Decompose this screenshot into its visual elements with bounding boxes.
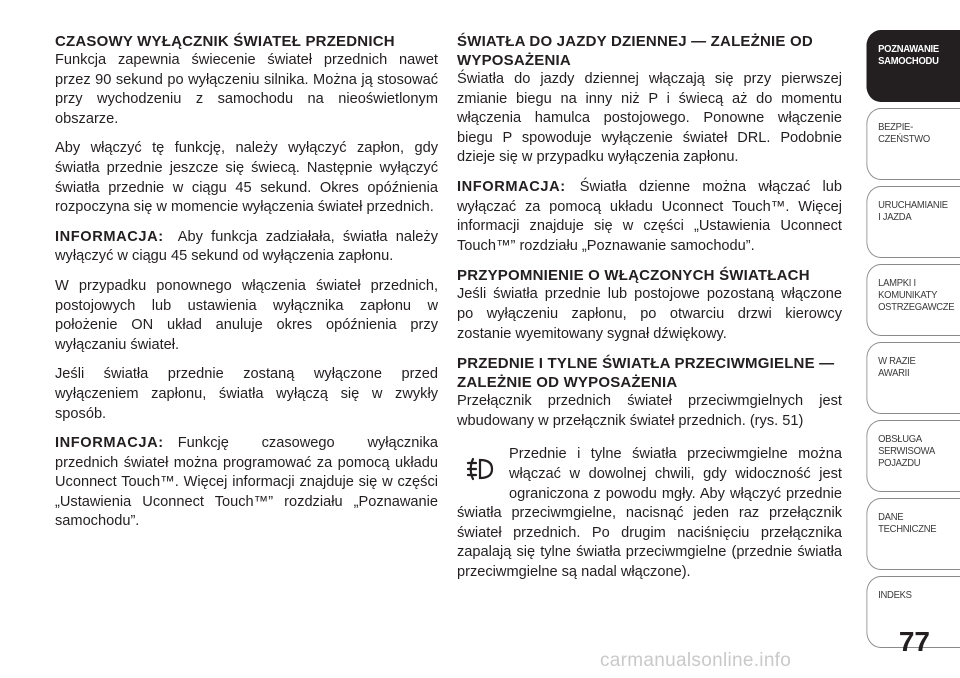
- note-paragraph: [55, 228, 438, 267]
- section-heading-headlight-delay: CZASOWY WYŁĄCZNIK ŚWIATEŁ PRZEDNICH: [55, 33, 395, 50]
- section-heading-fog-lights: PRZEDNIE I TYLNE ŚWIATŁA PRZECIWMGIELNE — ZALEŻNIE OD WYPOSAŻENIA: [457, 355, 835, 392]
- paragraph: Jeśli światła przednie lub postojowe pozostaną włączone po wyłączeniu zapłonu, po otwarciu drzwi kierowcy zostanie wyemitowany sygnał dźwiękowy.: [457, 286, 842, 342]
- paragraph: Światła do jazdy dziennej włączają się przy pierwszej zmianie biegu na inny niż P i świecą aż do momentu włączenia hamulca postojowego. Ponowne włączenie biegu P spowoduje wyłączenie świateł DRL. Podobnie dzieje się w przypadku wyłączenia zapłonu.: [457, 71, 842, 166]
- tab-dane-techniczne[interactable]: DANE TECHNICZNE: [866, 498, 960, 570]
- tab-indeks[interactable]: INDEKS: [866, 576, 960, 648]
- note-paragraph: [457, 178, 842, 256]
- tab-lampki-i-komunikaty[interactable]: LAMPKI I KOMUNIKATY OSTRZEGAWCZE: [866, 264, 960, 336]
- paragraph: Aby włączyć tę funkcję, należy wyłączyć zapłon, gdy światła przednie jeszcze się świecą. Następnie wyłączyć światła przednie w ciągu 45 sekund. Okres opóźnienia rozpoczyna się w momencie wyłączenia świateł przednich.: [55, 140, 438, 216]
- note-label: INFORMACJA:: [55, 228, 164, 245]
- note-text: Światła dzienne można włączać lub wyłączać za pomocą układu Uconnect Touch™. Więcej informacji znajduje się w części „Ustawienia Uconnect Touch™” rozdziału „Poznawanie samochodu”.: [457, 178, 842, 254]
- front-fog-light-icon: [457, 445, 503, 497]
- note-label: INFORMACJA:: [457, 178, 566, 195]
- paragraph: Przełącznik przednich świateł przeciwmgielnych jest wbudowany w przełącznik świateł przednich. (rys. 51): [457, 393, 842, 429]
- section-heading-lights-reminder: PRZYPOMNIENIE O WŁĄCZONYCH ŚWIATŁACH: [457, 267, 810, 285]
- tab-poznawanie-samochodu[interactable]: POZNAWANIE SAMOCHODU: [866, 30, 960, 102]
- chapter-tabs: [856, 30, 960, 654]
- paragraph: Jeśli światła przednie zostaną wyłączone przed wyłączeniem zapłonu, światła wyłączą się w zwykły sposób.: [55, 366, 438, 422]
- tab-uruchamianie-i-jazda[interactable]: URUCHAMIANIE I JAZDA: [866, 186, 960, 258]
- fog-light-paragraph: [457, 445, 842, 582]
- tab-obsluga-serwisowa[interactable]: OBSŁUGA SERWISOWA POJAZDU: [866, 420, 960, 492]
- note-paragraph: [55, 434, 438, 532]
- page-number: 77: [898, 626, 930, 657]
- section-heading-drl: ŚWIATŁA DO JAZDY DZIENNEJ — ZALEŻNIE OD WYPOSAŻENIA: [457, 33, 813, 69]
- watermark: carmanualsonline.info: [600, 650, 792, 671]
- paragraph: Funkcja zapewnia świecenie świateł przednich nawet przez 90 sekund po wyłączeniu silnika. Można ją stosować przy wychodzeniu z samochodu na nieoświetlonym obszarze.: [55, 52, 438, 127]
- note-text: Aby funkcja zadziałała, światła należy wyłączyć w ciągu 45 sekund od wyłączenia zapłonu.: [55, 228, 438, 265]
- tab-w-razie-awarii[interactable]: W RAZIE AWARII: [866, 342, 960, 414]
- right-column: [457, 32, 842, 582]
- note-label: INFORMACJA:: [55, 435, 164, 452]
- note-text: Funkcję czasowego wyłącznika przednich świateł można programować za pomocą układu Uconnect Touch™. Więcej informacji znajduje się w części „Ustawienia Uconnect Touch™” rozdziału „Poznawanie samochodu”.: [55, 435, 438, 530]
- tab-bezpieczenstwo[interactable]: BEZPIE- CZEŃSTWO: [866, 108, 960, 180]
- left-column: [55, 32, 438, 542]
- paragraph: W przypadku ponownego włączenia świateł przednich, postojowych lub ustawienia wyłącznika zapłonu w położenie ON układ anuluje okres opóźnienia przy wyłączaniu świateł.: [55, 277, 438, 353]
- fog-light-text: Przednie i tylne światła przeciwmgielne można włączać w dowolnej chwili, gdy widoczność jest ograniczona z powodu mgły. Aby włączyć przednie światła przeciwmgielne, nacisnąć jeden raz przełącznik świateł przednich. Po drugim naciśnięciu przełącznika zapalają się tylne światła przeciwmgielne (przednie światła przeciwmgielne są nadal włączone).: [457, 446, 842, 580]
